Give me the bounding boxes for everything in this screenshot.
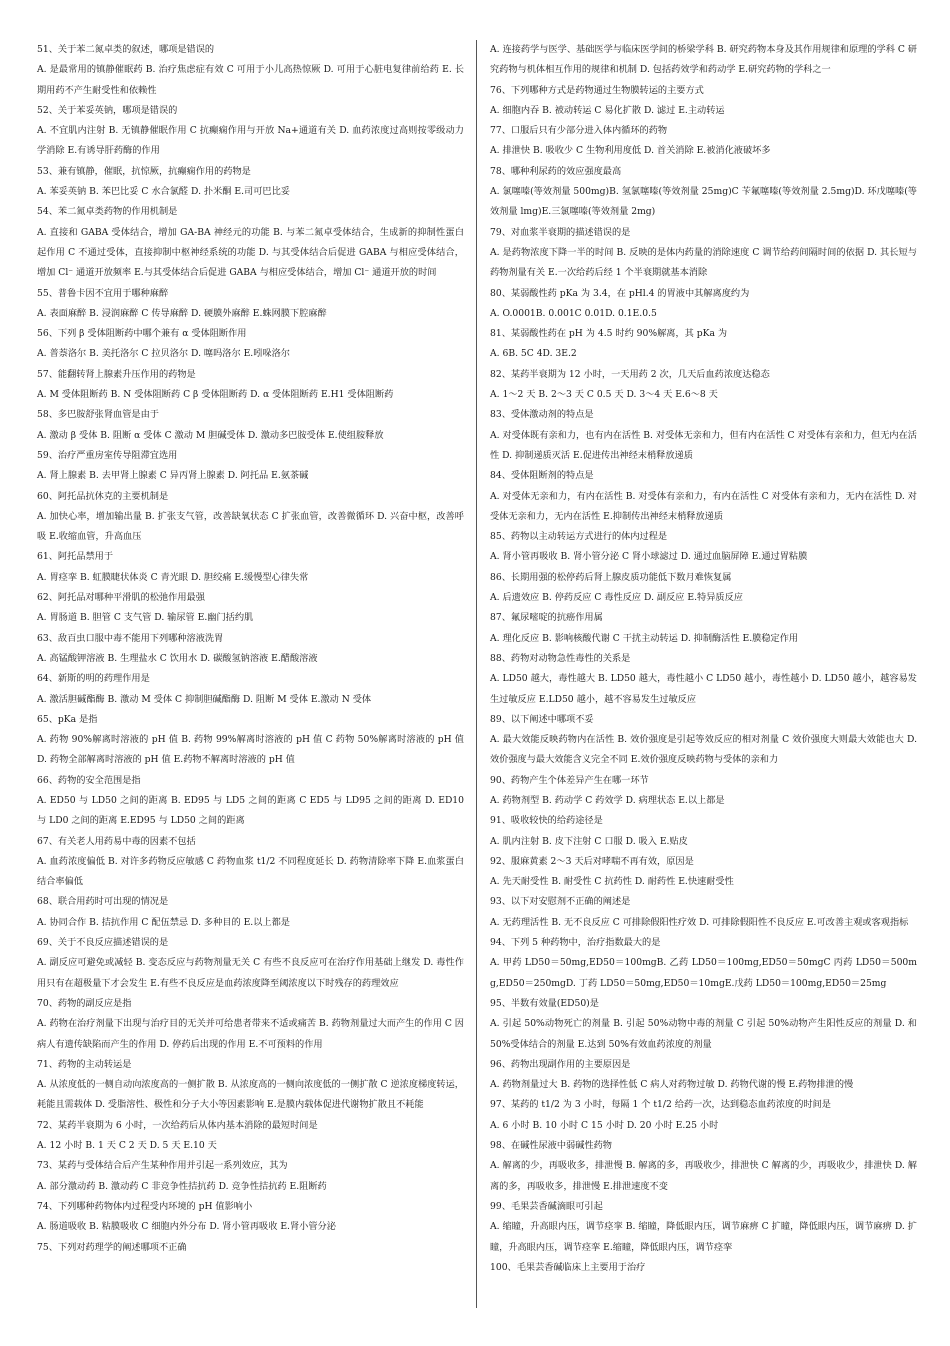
answer-options: A. 普萘洛尔 B. 美托洛尔 C 拉贝洛尔 D. 噻吗洛尔 E.吲哚洛尔 [37, 348, 290, 360]
question-block [37, 40, 464, 101]
question-block [490, 405, 917, 466]
question-text: 63、敌百虫口服中毒不能用下列哪种溶液洗胃 [37, 632, 224, 644]
question-text: 76、下列哪种方式是药物通过生物膜转运的主要方式 [490, 84, 704, 96]
question-text: 66、药物的安全范围是指 [37, 774, 141, 786]
question-block [37, 771, 464, 832]
question-text: 98、在碱性尿液中弱碱性药物 [490, 1140, 612, 1152]
answer-options: A. 是最常用的镇静催眠药 B. 治疗焦虑症有效 C 可用于小儿高热惊厥 D. 可用于心脏电复律前给药 E. 长期用药不产生耐受性和依赖性 [37, 64, 464, 96]
question-text: 91、吸收较快的给药途径是 [490, 815, 603, 827]
question-block [490, 568, 917, 609]
question-block [490, 121, 917, 162]
question-block [490, 852, 917, 893]
answer-options: A. 1～2 天 B. 2～3 天 C 0.5 天 D. 3～4 天 E.6～8 天 [490, 389, 718, 401]
question-text: 60、阿托品抗休克的主要机制是 [37, 490, 169, 502]
question-block [37, 933, 464, 994]
answer-options: A. 副反应可避免或减轻 B. 变态反应与药物剂量无关 C 有些不良反应可在治疗作用基础上继发 D. 毒性作用只有在超极量下才会发生 E.有些不良反应是血药浓度降至阈浓度以下时残存的药理效应 [37, 957, 464, 989]
question-block [37, 629, 464, 670]
question-block [490, 1258, 917, 1278]
question-block [37, 487, 464, 548]
question-block [37, 994, 464, 1055]
answer-options: A. 药物 90%解离时溶液的 pH 值 B. 药物 99%解离时溶液的 pH 值 C 药物 50%解离时溶液的 pH 值 D. 药物全部解离时溶液的 pH 值 E.药物不解离时溶液的 pH 值 [37, 734, 464, 766]
question-text: 82、某药半衰期为 12 小时，一天用药 2 次，几天后血药浓度达稳态 [490, 368, 770, 380]
answer-options: A. 加快心率，增加输出量 B. 扩张支气管，改善缺氧状态 C 扩张血管，改善微循环 D. 兴奋中枢，改善呼吸 E.收缩血管，升高血压 [37, 510, 464, 543]
answer-options: A. 对受体无亲和力，有内在活性 B. 对受体有亲和力，有内在活性 C 对受体有亲和力，无内在活性 D. 对受体无亲和力，无内在活性 E.抑制传出神经末梢释放递质 [490, 490, 917, 522]
question-text: 100、毛果芸香碱临床上主要用于治疗 [490, 1261, 646, 1273]
answer-options: A. 苯妥英钠 B. 苯巴比妥 C 水合氯醛 D. 扑米酮 E.司可巴比妥 [37, 186, 290, 198]
question-block [37, 446, 464, 487]
question-text: 68、联合用药时可出现的情况是 [37, 896, 169, 908]
question-block [37, 324, 464, 365]
question-block [37, 588, 464, 629]
question-text: 51、关于苯二氮卓类的叙述，哪项是错误的 [37, 44, 215, 55]
question-block [490, 284, 917, 325]
answer-options: A. 先天耐受性 B. 耐受性 C 抗药性 D. 耐药性 E.快速耐受性 [490, 876, 734, 888]
question-block [490, 892, 917, 933]
question-block [37, 710, 464, 771]
question-block [490, 608, 917, 649]
answer-options: A. 血药浓度偏低 B. 对许多药物反应敏感 C 药物血浆 t1/2 不同程度延长 D. 药物清除率下降 E.血浆蛋白结合率偏低 [37, 855, 464, 888]
answer-options: A. 激活胆碱酯酶 B. 激动 M 受体 C 抑制胆碱酯酶 D. 阻断 M 受体 E.激动 N 受体 [37, 693, 372, 705]
question-block [490, 40, 917, 81]
question-text: 61、阿托品禁用于 [37, 551, 114, 563]
answer-options: A. 肾小管再吸收 B. 肾小管分泌 C 肾小球滤过 D. 通过血脑屏障 E.通过胃粘膜 [490, 551, 808, 563]
question-block [37, 547, 464, 588]
answer-options: A. ED50 与 LD50 之间的距离 B. ED95 与 LD5 之间的距离 C ED5 与 LD95 之间的距离 D. ED10 与 LD0 之间的距离 E.ED95 与 LD50 之间的距离 [37, 794, 464, 827]
question-text: 92、服麻黄素 2～3 天后对哮喘不再有效，原因是 [490, 855, 694, 867]
right-column [490, 40, 917, 1278]
answer-options: A. 肾上腺素 B. 去甲肾上腺素 C 异丙肾上腺素 D. 阿托品 E.氨茶碱 [37, 470, 309, 482]
question-text: 79、对血浆半衰期的描述错误的是 [490, 226, 631, 238]
question-block [37, 892, 464, 933]
answer-options: A. 缩瞳，升高眼内压，调节痉挛 B. 缩瞳，降低眼内压，调节麻痹 C 扩瞳，降低眼内压，调节麻痹 D. 扩瞳，升高眼内压，调节痉挛 E.缩瞳，降低眼内压，调节痉挛 [490, 1221, 917, 1253]
answer-options: A. 是药物浓度下降一半的时间 B. 反映的是体内药量的消除速度 C 调节给药间隔时间的依据 D. 其长短与药物剂量有关 E.一次给药后经 1 个半衰期就基本消除 [490, 246, 917, 279]
question-block [490, 1055, 917, 1096]
answer-options: A. 解离的少，再吸收多，排泄慢 B. 解离的多，再吸收少，排泄快 C 解离的少，再吸收少，排泄快 D. 解离的多，再吸收多，排泄慢 E.排泄速度不变 [490, 1160, 917, 1192]
question-block [490, 771, 917, 812]
question-text: 59、治疗严重房室传导阻滞宜选用 [37, 449, 178, 461]
answer-options: A. 甲药 LD50＝50mg,ED50＝100mgB. 乙药 LD50＝100mg,ED50＝50mgC 丙药 LD50＝500mg,ED50＝250mgD. 丁药 LD50＝50mg,ED50＝10mgE.戊药 LD50＝100mg,ED50＝25mg [490, 957, 917, 989]
answer-options: A. 6 小时 B. 10 小时 C 15 小时 D. 20 小时 E.25 小时 [490, 1119, 719, 1131]
answer-options: A. 连接药学与医学、基础医学与临床医学间的桥梁学科 B. 研究药物本身及其作用规律和原理的学科 C 研究药物与机体相互作用的规律和机制 D. 包括药效学和药动学 E.研究药物的学科之一 [490, 44, 917, 76]
answer-options: A. 不宜肌内注射 B. 无镇静催眠作用 C 抗癫痫作用与开放 Na+通道有关 D. 血药浓度过高则按零级动力学消除 E.有诱导肝药酶的作用 [37, 125, 464, 157]
question-text: 96、药物出现副作用的主要原因是 [490, 1058, 631, 1070]
question-text: 77、口服后只有少部分进入体内循环的药物 [490, 125, 668, 137]
question-block [37, 202, 464, 283]
answer-options: A. LD50 越大，毒性越大 B. LD50 越大，毒性越小 C LD50 越小，毒性越小 D. LD50 越小，越容易发生过敏反应 E.LD50 越小，越不容易发生过敏反应 [490, 673, 917, 705]
question-text: 95、半数有效量(ED50)是 [490, 997, 599, 1009]
question-text: 97、某药的 t1/2 为 3 小时，每隔 1 个 t1/2 给药一次，达到稳态血药浓度的时间是 [490, 1099, 831, 1111]
question-block [37, 162, 464, 203]
answer-options: A. 从浓度低的一侧自动向浓度高的一侧扩散 B. 从浓度高的一侧向浓度低的一侧扩散 C 逆浓度梯度转运，耗能且需载体 D. 受脂溶性、极性和分子大小等因素影响 E.是膜内载体促进代谢物扩散且不耗能 [37, 1079, 464, 1111]
question-text: 99、毛果芸香碱滴眼可引起 [490, 1200, 603, 1212]
question-text: 89、以下阐述中哪项不妥 [490, 713, 594, 725]
answer-options: A. 最大效能反映药物内在活性 B. 效价强度是引起等效反应的相对剂量 C 效价强度大则最大效能也大 D. 效价强度与最大效能含义完全不同 E.效价强度反映药物与受体的亲和力 [490, 734, 917, 766]
question-block [490, 649, 917, 710]
answer-options: A. 表面麻醉 B. 浸润麻醉 C 传导麻醉 D. 硬膜外麻醉 E.蛛网膜下腔麻醉 [37, 307, 327, 319]
answer-options: A. 12 小时 B. 1 天 C 2 天 D. 5 天 E.10 天 [37, 1140, 217, 1152]
question-block [490, 933, 917, 994]
question-text: 75、下列对药理学的阐述哪项不正确 [37, 1241, 187, 1253]
question-block [490, 527, 917, 568]
answer-options: A. 肠道吸收 B. 粘膜吸收 C 细胞内外分布 D. 肾小管再吸收 E.肾小管分泌 [37, 1221, 336, 1233]
question-text: 73、某药与受体结合后产生某种作用并引起一系列效应，其为 [37, 1160, 288, 1172]
question-text: 86、长期用强的松停药后肾上腺皮质功能低下数月难恢复属 [490, 571, 732, 583]
answer-options: A. 排泄快 B. 吸收少 C 生物利用度低 D. 首关消除 E.被消化液破坏多 [490, 145, 771, 157]
question-text: 64、新斯的明的药理作用是 [37, 673, 150, 685]
question-block [37, 1197, 464, 1238]
answer-options: A. 对受体既有亲和力，也有内在活性 B. 对受体无亲和力，但有内在活性 C 对受体有亲和力，但无内在活性 D. 抑制递质灭活 E.促进传出神经末梢释放递质 [490, 429, 917, 461]
question-text: 57、能翻转肾上腺素升压作用的药物是 [37, 368, 196, 380]
question-block [37, 669, 464, 710]
question-block [490, 710, 917, 771]
answer-options: A. O.0001B. 0.001C 0.01D. 0.1E.0.5 [490, 307, 657, 319]
answer-options: A. 氯噻嗪(等效剂量 500mg)B. 氢氯噻嗪(等效剂量 25mg)C 苄氟噻嗪(等效剂量 2.5mg)D. 环戊噻嗪(等效剂量 lmg)E.三氯噻嗪(等效剂量 2mg) [490, 186, 917, 218]
question-block [490, 811, 917, 852]
answer-options: A. 细胞内吞 B. 被动转运 C 易化扩散 D. 滤过 E.主动转运 [490, 104, 725, 116]
question-text: 62、阿托品对哪种平滑肌的松弛作用最强 [37, 592, 205, 604]
question-block [490, 1197, 917, 1258]
question-text: 84、受体阻断剂的特点是 [490, 470, 594, 482]
question-block [490, 994, 917, 1055]
answer-options: A. 理化反应 B. 影响核酸代谢 C 干扰主动转运 D. 抑制酶活性 E.膜稳定作用 [490, 632, 799, 644]
answer-options: A. 后遗效应 B. 停药反应 C 毒性反应 D. 副反应 E.特异质反应 [490, 592, 743, 604]
answer-options: A. 6B. 5C 4D. 3E.2 [490, 348, 577, 360]
question-block [37, 365, 464, 406]
question-block [490, 223, 917, 284]
answer-options: A. 激动 β 受体 B. 阻断 α 受体 C 激动 M 胆碱受体 D. 激动多巴胺受体 E.使组胺释放 [37, 429, 384, 441]
question-block [37, 101, 464, 162]
question-text: 52、关于苯妥英钠，哪项是错误的 [37, 104, 178, 116]
question-block [37, 284, 464, 325]
question-text: 85、药物以主动转运方式进行的体内过程是 [490, 531, 668, 543]
question-block [490, 1136, 917, 1197]
answer-options: A. 胃痉挛 B. 虹膜睫状体炎 C 青光眼 D. 胆绞痛 E.缓慢型心律失常 [37, 571, 309, 583]
answer-options: A. 药物剂型 B. 药动学 C 药效学 D. 病理状态 E.以上都是 [490, 794, 725, 806]
question-text: 74、下列哪种药物体内过程受内环境的 pH 值影响小 [37, 1200, 253, 1212]
question-text: 94、下列 5 种药物中，治疗指数最大的是 [490, 937, 661, 949]
question-text: 93、以下对安慰剂不正确的阐述是 [490, 896, 631, 908]
question-text: 55、普鲁卡因不宜用于哪种麻醉 [37, 287, 169, 299]
question-block [37, 1156, 464, 1197]
question-block [490, 324, 917, 365]
answer-options: A. 直接和 GABA 受体结合，增加 GA-BA 神经元的功能 B. 与苯二氮卓受体结合，生成新的抑制性蛋白起作用 C 不通过受体，直接抑制中枢神经系统的功能 D. 与其受体结合后促进 GABA 与相应受体结合，增加 Cl⁻ 通道开放频率 E.与其受体结合后促进 GABA 与相应受体结合，增加 Cl⁻ 通道开放的时间 [37, 226, 464, 279]
question-text: 71、药物的主动转运是 [37, 1058, 132, 1070]
answer-options: A. 协同合作 B. 拮抗作用 C 配伍禁忌 D. 多种目的 E.以上都是 [37, 916, 290, 928]
question-text: 70、药物的副反应是指 [37, 997, 132, 1009]
question-block [490, 81, 917, 122]
answer-options: A. 药物剂量过大 B. 药物的选择性低 C 病人对药物过敏 D. 药物代谢的慢 E.药物排泄的慢 [490, 1079, 854, 1091]
question-text: 90、药物产生个体差异产生在哪一环节 [490, 774, 649, 786]
answer-options: A. 无药理活性 B. 无不良反应 C 可排除假阳性疗效 D. 可排除假阳性不良反应 E.可改善主观或客观指标 [490, 916, 909, 928]
answer-options: A. 引起 50%动物死亡的剂量 B. 引起 50%动物中毒的剂量 C 引起 50%动物产生阳性反应的剂量 D. 和 50%受体结合的剂量 E.达到 50%有效血药浓度的剂量 [490, 1018, 917, 1050]
question-block [37, 405, 464, 446]
question-text: 88、药物对动物急性毒性的关系是 [490, 652, 631, 664]
answer-options: A. 药物在治疗剂量下出现与治疗目的无关并可给患者带来不适或痛苦 B. 药物剂量过大而产生的作用 C 因病人有遗传缺陷而产生的作用 D. 停药后出现的作用 E.不可预料的作用 [37, 1018, 464, 1050]
question-block [490, 466, 917, 527]
left-column [37, 40, 464, 1258]
question-text: 81、某弱酸性药在 pH 为 4.5 时约 90%解离，其 pKa 为 [490, 328, 728, 340]
question-text: 56、下列 β 受体阻断药中哪个兼有 α 受体阻断作用 [37, 328, 247, 340]
question-block [37, 1238, 464, 1258]
question-block [490, 162, 917, 223]
answer-options: A. 高锰酸钾溶液 B. 生理盐水 C 饮用水 D. 碳酸氢钠溶液 E.醋酸溶液 [37, 652, 318, 664]
question-text: 67、有关老人用药易中毒的因素不包括 [37, 835, 196, 847]
question-text: 87、氟尿嘧啶的抗癌作用属 [490, 612, 603, 624]
question-block [37, 1116, 464, 1157]
answer-options: A. 胃肠道 B. 胆管 C 支气管 D. 输尿管 E.幽门括约肌 [37, 612, 254, 624]
answer-options: A. 肌内注射 B. 皮下注射 C 口服 D. 吸入 E.贴皮 [490, 835, 688, 847]
column-divider [476, 40, 477, 1308]
question-block [490, 365, 917, 406]
answer-options: A. M 受体阻断药 B. N 受体阻断药 C β 受体阻断药 D. α 受体阻断药 E.H1 受体阻断药 [37, 389, 394, 401]
question-text: 65、pKa 是指 [37, 713, 98, 725]
question-text: 83、受体激动剂的特点是 [490, 409, 594, 421]
question-text: 78、哪种利尿药的效应强度最高 [490, 165, 622, 177]
question-text: 53、兼有镇静，催眠，抗惊厥，抗癫痫作用的药物是 [37, 165, 251, 177]
answer-options: A. 部分激动药 B. 激动药 C 非竞争性拮抗药 D. 竞争性拮抗药 E.阻断药 [37, 1180, 327, 1192]
question-text: 80、某弱酸性药 pKa 为 3.4，在 pHl.4 的胃液中其解离度约为 [490, 287, 750, 299]
question-text: 58、多巴胺舒张肾血管是由于 [37, 409, 159, 421]
question-block [37, 1055, 464, 1116]
question-block [490, 1095, 917, 1136]
question-text: 72、某药半衰期为 6 小时，一次给药后从体内基本消除的最短时间是 [37, 1119, 318, 1131]
question-text: 54、苯二氮卓类药物的作用机制是 [37, 206, 178, 218]
question-text: 69、关于不良反应描述错误的是 [37, 937, 169, 949]
question-block [37, 832, 464, 893]
